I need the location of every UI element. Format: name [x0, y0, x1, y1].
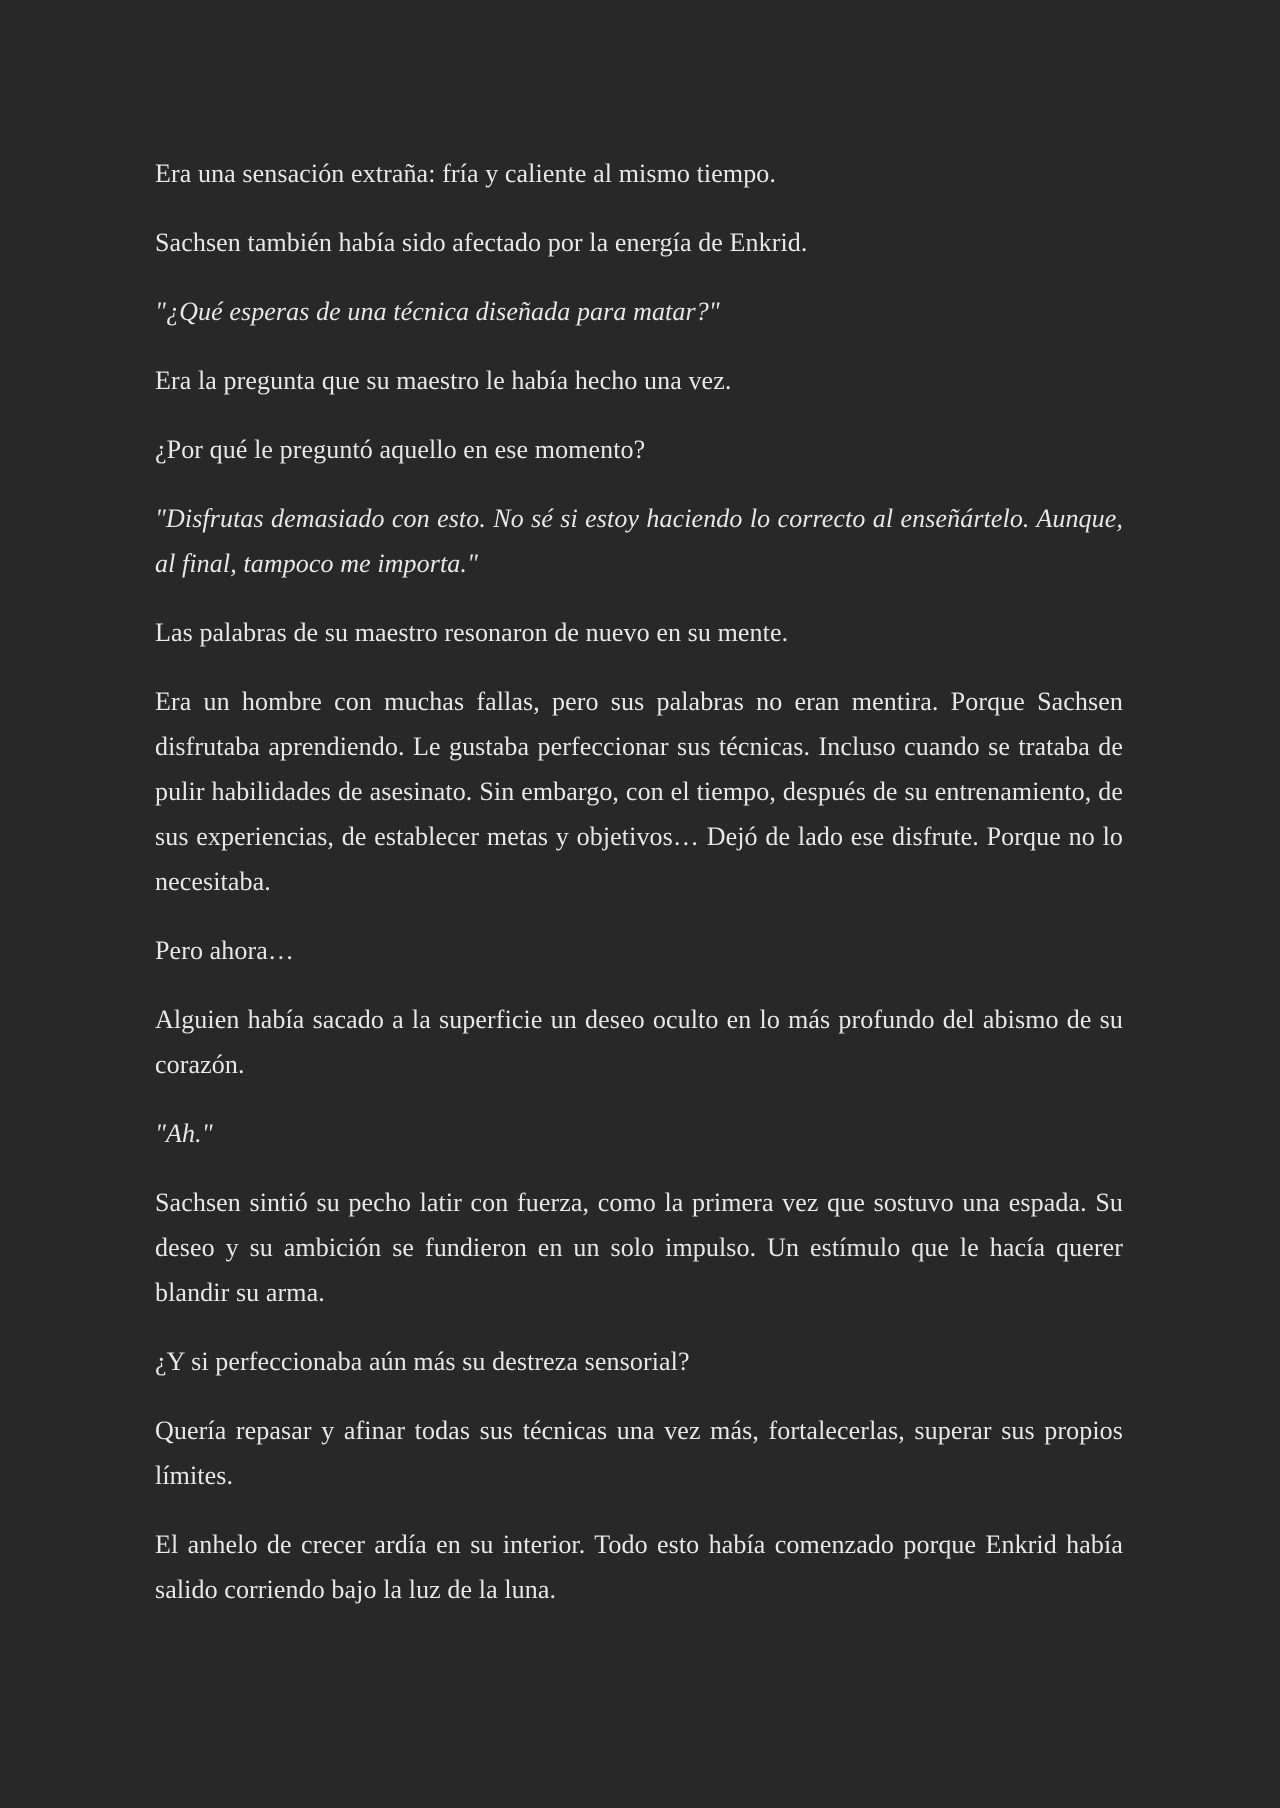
paragraph: Sachsen sintió su pecho latir con fuerza, como la primera vez que sostuvo una espada. Su deseo y su ambición se fundieron en un solo impulso. Un estímulo que le hacía querer blandir su arma.	[155, 1188, 1123, 1307]
paragraph: Sachsen también había sido afectado por la energía de Enkrid.	[155, 228, 808, 257]
paragraph: El anhelo de crecer ardía en su interior. Todo esto había comenzado porque Enkrid había salido corriendo bajo la luz de la luna.	[155, 1530, 1123, 1604]
paragraph: Alguien había sacado a la superficie un deseo oculto en lo más profundo del abismo de su corazón.	[155, 1005, 1123, 1079]
paragraph: Pero ahora…	[155, 936, 294, 965]
paragraph: Las palabras de su maestro resonaron de nuevo en su mente.	[155, 618, 789, 647]
paragraph-dialogue: "¿Qué esperas de una técnica diseñada para matar?"	[155, 297, 720, 326]
paragraph: Era una sensación extraña: fría y caliente al mismo tiempo.	[155, 159, 777, 188]
paragraph-dialogue: "Disfrutas demasiado con esto. No sé si estoy haciendo lo correcto al enseñártelo. Aunque, al final, tampoco me importa."	[155, 504, 1123, 578]
paragraph: Era la pregunta que su maestro le había hecho una vez.	[155, 366, 732, 395]
paragraph: ¿Por qué le preguntó aquello en ese momento?	[155, 435, 646, 464]
paragraph-dialogue: "Ah."	[155, 1119, 213, 1148]
paragraph: Quería repasar y afinar todas sus técnicas una vez más, fortalecerlas, superar sus propios límites.	[155, 1416, 1123, 1490]
paragraph: ¿Y si perfeccionaba aún más su destreza sensorial?	[155, 1347, 690, 1376]
paragraph: Era un hombre con muchas fallas, pero sus palabras no eran mentira. Porque Sachsen disfrutaba aprendiendo. Le gustaba perfeccionar sus técnicas. Incluso cuando se trataba de pulir habilidades de asesinato. Sin embargo, con el tiempo, después de su entrenamiento, de sus experiencias, de establecer metas y objetivos… Dejó de lado ese disfrute. Porque no lo necesitaba.	[155, 687, 1123, 896]
